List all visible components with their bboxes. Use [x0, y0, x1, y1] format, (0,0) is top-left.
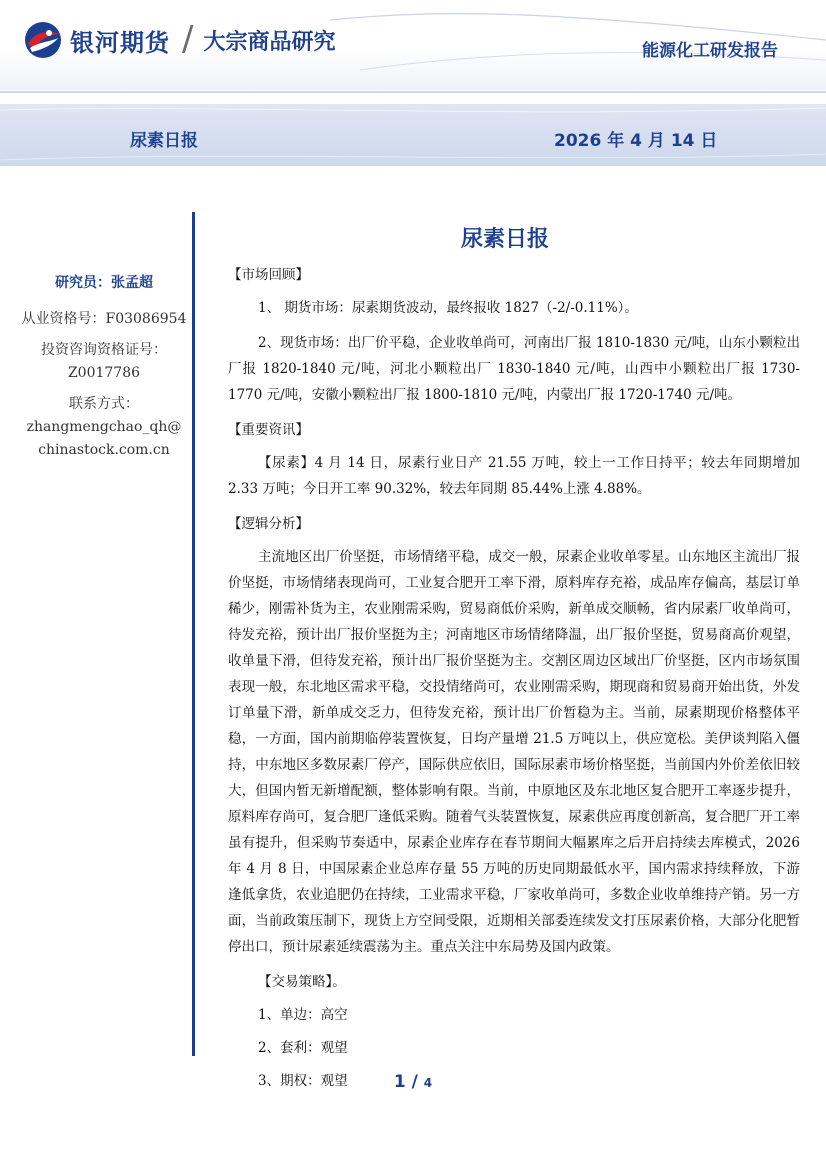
total-pages: 4	[423, 1076, 433, 1090]
sidebar-divider	[192, 212, 195, 1056]
document-title: 尿素日报	[460, 227, 549, 252]
title-bar	[0, 104, 826, 166]
section-heading-logic: 【逻辑分析】	[228, 516, 309, 532]
brand-name: 银河期货	[70, 28, 170, 57]
analyst-sidebar	[20, 272, 188, 462]
spot-market-paragraph: 2、现货市场：出厂价平稳，企业收单尚可，河南出厂报 1810-1830 元/吨，山东小颗粒出厂报 1820-1840 元/吨，河北小颗粒出厂 1830-1840 元/吨，山西中小颗粒出厂报 1730-1770 元/吨，安徽小颗粒出厂报 1800-1810 元/吨，内蒙出厂报 1720-1740 元/吨。	[228, 335, 800, 403]
news-paragraph: 【尿素】4 月 14 日，尿素行业日产 21.55 万吨，较上一工作日持平；较去年同期增加 2.33 万吨；今日开工率 90.32%，较去年同期 85.44%上涨 4.88%。	[228, 455, 800, 497]
section-heading-market-review: 【市场回顾】	[228, 267, 309, 283]
consult-license-number: Z0017786	[67, 365, 141, 381]
galaxy-logo-icon	[22, 20, 64, 60]
page-separator: /	[405, 1072, 424, 1092]
brand-subtitle: 大宗商品研究	[203, 29, 336, 55]
brand-logo	[22, 20, 335, 60]
license-number: 从业资格号：F03086954	[21, 311, 187, 327]
consult-license-label: 投资咨询资格证号：	[41, 342, 167, 358]
brand-divider: /	[182, 19, 194, 59]
page-number	[0, 1072, 826, 1092]
current-page: 1	[393, 1072, 406, 1092]
report-name: 尿素日报	[130, 131, 198, 151]
futures-market-paragraph: 1、 期货市场：尿素期货波动，最终报收 1827（-2/-0.11%）。	[258, 300, 638, 316]
contact-email-line2: chinastock.com.cn	[38, 442, 170, 458]
contact-email-line1: zhangmengchao_qh@	[26, 419, 182, 435]
analyst-name: 研究员：张孟超	[55, 275, 153, 291]
strategy-item-single: 1、单边：高空	[258, 1007, 348, 1023]
strategy-item-options: 3、期权：观望	[258, 1073, 348, 1089]
report-date: 2026 年 4 月 14 日	[554, 131, 718, 151]
report-type: 能源化工研发报告	[642, 41, 778, 61]
strategy-item-arbitrage: 2、套利：观望	[258, 1040, 348, 1056]
section-heading-strategy: 【交易策略】。	[258, 974, 346, 990]
contact-label: 联系方式：	[69, 396, 139, 412]
report-body	[228, 262, 800, 1094]
logic-analysis-paragraph: 主流地区出厂价坚挺，市场情绪平稳，成交一般，尿素企业收单零星。山东地区主流出厂报价坚挺，市场情绪表现尚可，工业复合肥开工率下滑，原料库存充裕，成品库存偏高，基层订单稀少，刚需补货为主，农业刚需采购，贸易商低价采购，新单成交顺畅，省内尿素厂收单尚可，待发充裕，预计出厂报价坚挺为主；河南地区市场情绪降温，出厂报价坚挺，贸易商高价观望，收单量下滑，但待发充裕，预计出厂报价坚挺为主。交割区周边区域出厂价坚挺，区内市场氛围表现一般，东北地区需求平稳，交投情绪尚可，农业刚需采购，期现商和贸易商开始出货，外发订单量下滑，新单成交乏力，但待发充裕，预计出厂价暂稳为主。当前，尿素期现价格整体平稳，一方面，国内前期临停装置恢复，日均产量增 21.5 万吨以上，供应宽松。美伊谈判陷入僵持，中东地区多数尿素厂停产，国际供应依旧，国际尿素市场价格坚挺，当前国内外价差依旧较大，但国内暂无新增配额，整体影响有限。当前，中原地区及东北地区复合肥开工率逐步提升，原料库存尚可，复合肥厂逢低采购。随着气头装置恢复，尿素供应再度创新高，复合肥厂开工率虽有提升，但采购节奏适中，尿素企业库存在春节期间大幅累库之后开启持续去库模式，2026 年 4 月 8 日，中国尿素企业总库存量 55 万吨的历史同期最低水平，国内需求持续释放，下游逢低拿货，农业追肥仍在持续，工业需求平稳，厂家收单尚可，多数企业收单维持产销。另一方面，当前政策压制下，现货上方空间受限，近期相关部委连续发文打压尿素价格，大部分化肥暂停出口，预计尿素延续震荡为主。重点关注中东局势及国内政策。	[228, 549, 800, 955]
section-heading-news: 【重要资讯】	[228, 422, 309, 438]
page-header	[0, 0, 826, 90]
